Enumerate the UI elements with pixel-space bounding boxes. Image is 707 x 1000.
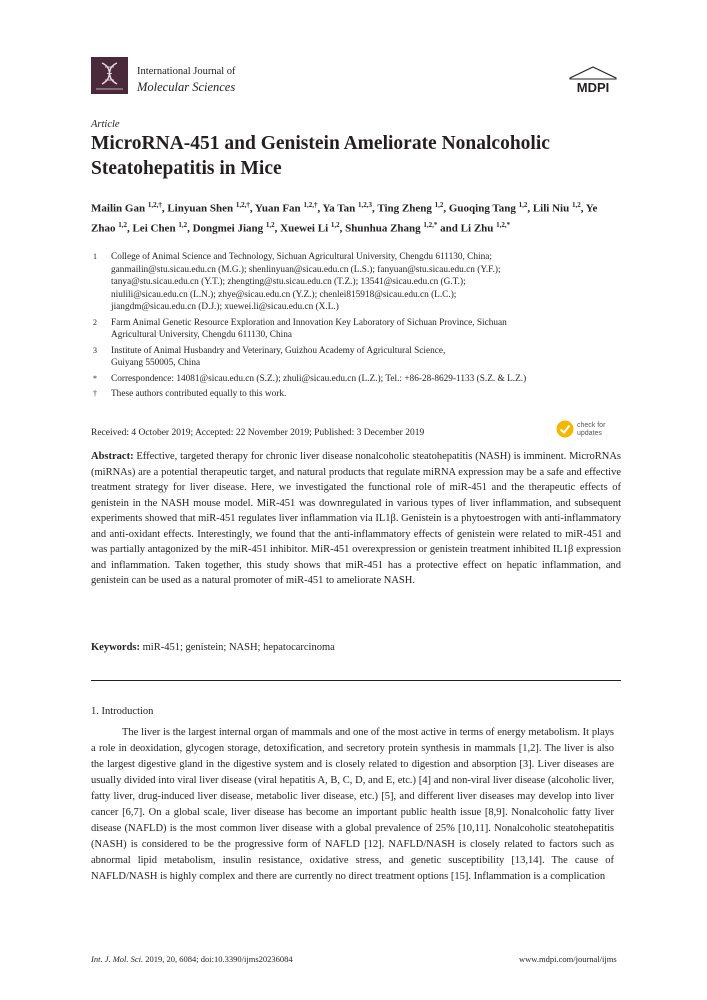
badge-line1: check for	[577, 422, 606, 429]
abstract	[91, 449, 621, 589]
keywords-label: Keywords:	[91, 642, 140, 653]
badge-line2: updates	[577, 430, 602, 437]
affiliation-line: These authors contributed equally to this work.	[111, 389, 287, 400]
author-affiliation-marks: 1,2,†	[303, 201, 318, 209]
affiliation-item	[91, 251, 621, 314]
affiliation-line: tanya@stu.sicau.edu.cn (Y.T.); zhengting@stu.sicau.edu.cn (T.Z.); 13541@sicau.edu.cn (G.T.);	[111, 277, 466, 288]
author-name[interactable]: Guoqing Tang	[448, 202, 516, 215]
author-affiliation-marks: 1,2,*	[496, 220, 511, 229]
author-affiliation-marks: 1,2,*	[423, 220, 438, 229]
footer-citation-text: 2019, 20, 6084; doi:10.3390/ijms20236084	[145, 954, 293, 964]
author-name[interactable]: Dongmei Jiang	[192, 222, 264, 235]
affiliation-line: Agricultural University, Chengdu 611130, China	[111, 330, 293, 341]
abstract-text: Effective, targeted therapy for chronic liver disease nonalcoholic steatohepatitis (NASH) is imminent. MicroRNAs (miRNAs) are a potential therapeutic target, and natural products that regulate miRNA expression may be a safe and effective treatment strategy for liver disease. Here, we investigated the functional role of miR-451 and the therapeutic effects of genistein in the NASH mouse model. MiR-451 was downregulated in various types of liver inflammation, and subsequent experiments showed that miR-451 regulates liver inflammation via IL1β. Genistein is a phytoestrogen with anti-inflammatory and anti-oxidant effects. Interestingly, we found that the anti-inflammatory effects of genistein were related to miR-451 and was partially antagonized by the miR-451 inhibitor. MiR-451 overexpression or genistein treatment inhibited IL1β expression and inflammation. Taken together, this study shows that miR-451 has a protective effect on hepatic inflammation, and genistein can be used as a natural promoter of miR-451 to ameliorate NASH.	[91, 451, 622, 586]
author-affiliation-marks: 1,2	[330, 220, 340, 229]
author-name[interactable]: Ye Zhao	[91, 202, 598, 235]
author-name[interactable]: Shunhua Zhang	[345, 222, 421, 235]
author-name[interactable]: Mailin Gan	[91, 202, 146, 215]
affiliations	[91, 251, 621, 401]
affiliation-mark: 2	[93, 317, 97, 327]
author-name[interactable]: Ting Zheng	[377, 202, 432, 215]
affiliation-item	[91, 373, 621, 386]
author-name[interactable]: Linyuan Shen	[167, 202, 234, 215]
affiliation-mark: 1	[93, 252, 97, 261]
affiliation-mark: †	[93, 389, 97, 399]
affiliation-line: Farm Animal Genetic Resource Exploration and Innovation Key Laboratory of Sichuan Province, Sichuan	[111, 317, 507, 328]
author-name[interactable]: Yuan Fan	[254, 202, 301, 215]
affiliation-line: Correspondence: 14081@sicau.edu.cn (S.Z.); zhuli@sicau.edu.cn (L.Z.); Tel.: +86-28-8629-1133 (S.Z. & L.Z.)	[111, 373, 527, 384]
author-conjunction: and	[440, 222, 458, 235]
introduction-paragraph: The liver is the largest internal organ of mammals and one of the most active in terms of energy metabolism. It plays a role in deoxidation, glycogen storage, detoxification, and secretory protein synthesis in mammals [1,2]. The liver is also the largest digestive gland in the digestive system and is closely related to digestion and absorption [3]. Liver diseases are usually divided into viral liver disease (viral hepatitis A, B, C, D, and E, etc.) [4] and non-viral liver disease (alcoholic liver, fatty liver, drug-induced liver disease, metabolic liver disease, etc.) [5], and different liver diseases may develop into liver cancer [6,7]. On a global scale, liver disease has become an important public health issue [8,9]. Nonalcoholic fatty liver disease (NAFLD) is the most common liver disease with a global prevalence of 25% [10,11]. Nonalcoholic steatohepatitis (NASH) is considered to be the progressive form of NAFLD [12]. NAFLD/NASH is closely related to factors such as abnormal lipid metabolism, insulin resistance, oxidative stress, and genetic susceptibility [13,14]. The cause of NAFLD/NASH is highly complex and there are currently no direct treatment options [15]. Inflammation is a complication	[91, 727, 614, 882]
keywords-text: miR-451; genistein; NASH; hepatocarcinoma	[142, 642, 335, 653]
author-affiliation-marks: 1,2	[518, 201, 528, 209]
affiliation-line: Institute of Animal Husbandry and Veterinary, Guizhou Academy of Agricultural Science,	[111, 345, 446, 356]
publisher-logo-text: MDPI	[576, 80, 610, 95]
journal-logo-icon	[91, 57, 128, 94]
keywords	[91, 642, 335, 653]
journal-name-line2: Molecular Sciences	[137, 80, 236, 94]
author-affiliation-marks: 1,2,3	[358, 201, 373, 209]
article-title: MicroRNA-451 and Genistein Ameliorate Nonalcoholic Steatohepatitis in Mice	[91, 133, 550, 179]
author-affiliation-marks: 1,2	[118, 220, 127, 229]
author-list: Mailin Gan $^{1,2,\dagger}$, Linyuan Shen $^{1,2,\dagger}$, Yuan Fan $^{1,2,\dagger}$, Ya Tan $^{1,2,3}$, Ting Zheng $^{1,2}$, Guoqing Tang $^{1,2}$, Lili Niu $^{1,2}$, Ye Zhao $^{1,2}$, Lei Chen $^{1,2}$, Dongmei Jiang $^{1,2}$, Xuewei Li $^{1,2}$, Shunhua Zhang $^{1,2,*}$ and Li Zhu $^{1,2,*}$	[91, 201, 598, 235]
affiliation-line: ganmailin@stu.sicau.edu.cn (M.G.); shenlinyuan@sicau.edu.cn (L.S.); fanyuan@stu.sicau.edu.cn (Y.F.);	[111, 264, 501, 275]
author-affiliation-marks: 1,2,†	[147, 201, 162, 209]
affiliation-item	[91, 345, 621, 370]
section-divider	[91, 680, 621, 681]
author-affiliation-marks: 1,2	[434, 201, 444, 209]
affiliation-line: jiangdm@sicau.edu.cn (D.J.); xuewei.li@sicau.edu.cn (X.L.)	[111, 302, 339, 313]
mdpi-logo-icon	[568, 66, 618, 96]
author-affiliation-marks: 1,2	[178, 220, 188, 229]
author-affiliation-marks: 1,2,†	[235, 201, 250, 209]
author-name[interactable]: Lili Niu	[532, 202, 570, 215]
affiliation-line: College of Animal Science and Technology, Sichuan Agricultural University, Chengdu 611130, China;	[111, 252, 492, 262]
affiliation-mark: 3	[93, 345, 97, 355]
publication-dates: Received: 4 October 2019; Accepted: 22 November 2019; Published: 3 December 2019	[91, 428, 425, 438]
section-heading-introduction: 1. Introduction	[91, 706, 154, 717]
affiliation-line: niulili@sicau.edu.cn (L.N.); zhye@sicau.edu.cn (Y.Z.); chenlei815918@sicau.edu.cn (L.C.);	[111, 289, 457, 300]
article-type: Article	[91, 119, 120, 130]
footer-journal-abbrev: Int. J. Mol. Sci.	[91, 954, 144, 964]
affiliation-item	[91, 317, 621, 342]
author-name[interactable]: Ya Tan	[322, 202, 356, 215]
footer-citation	[91, 954, 293, 964]
author-name[interactable]: Lei Chen	[132, 222, 176, 235]
journal-name-line1: International Journal of	[137, 66, 236, 77]
author-affiliation-marks: 1,2	[571, 201, 581, 209]
author-name[interactable]: Xuewei Li	[280, 222, 329, 235]
affiliation-line: Guiyang 550005, China	[111, 358, 201, 369]
abstract-label: Abstract:	[91, 451, 134, 462]
author-affiliation-marks: 1,2	[265, 220, 275, 229]
check-for-updates-badge[interactable]	[555, 418, 617, 440]
affiliation-item	[91, 388, 621, 401]
affiliation-mark: *	[93, 373, 97, 383]
author-name[interactable]: Li Zhu	[460, 222, 494, 235]
footer-website-link[interactable]: www.mdpi.com/journal/ijms	[519, 954, 617, 964]
